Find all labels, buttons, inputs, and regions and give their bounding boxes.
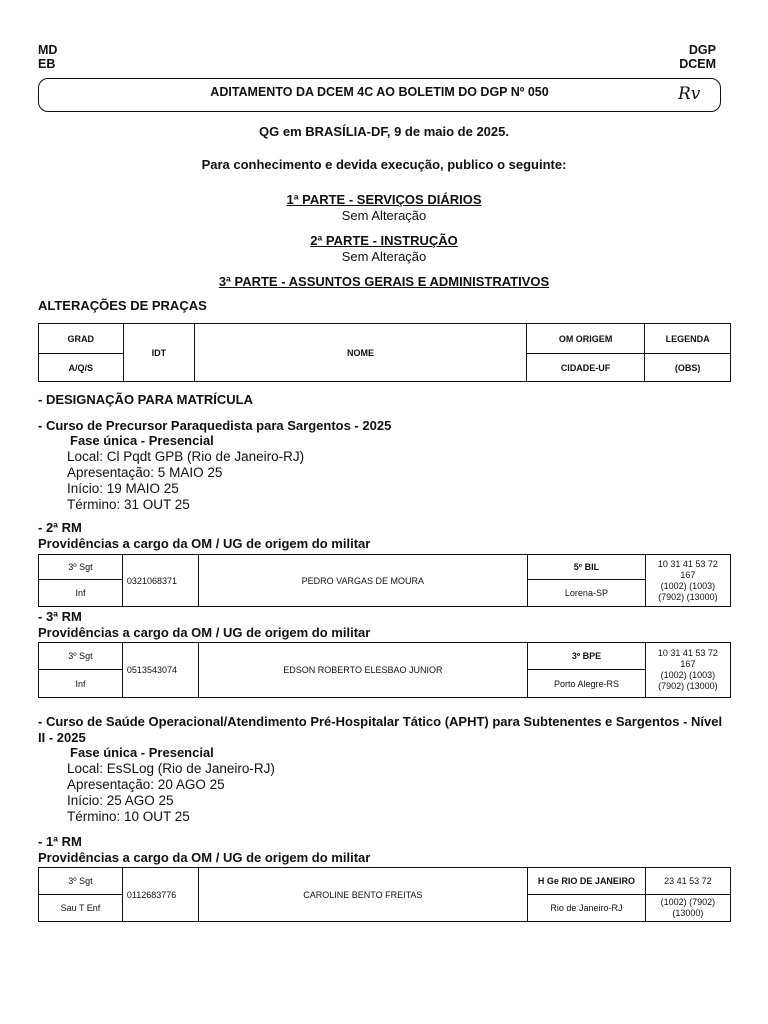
course1-apresentacao: Apresentação: 5 MAIO 25 (67, 465, 223, 480)
course2-termino: Término: 10 OUT 25 (67, 809, 190, 824)
cell-cidade: Lorena-SP (528, 580, 646, 607)
col-om-origem: OM ORIGEM (526, 324, 644, 354)
intro-text: Para conhecimento e devida execução, publico o seguinte: (201, 157, 567, 172)
course2-prov1: Providências a cargo da OM / UG de origem do militar (38, 850, 371, 865)
cell-aqs: Inf (39, 670, 123, 698)
designacao-heading: - DESIGNAÇÃO PARA MATRÍCULA (38, 392, 253, 407)
course1-inicio: Início: 19 MAIO 25 (67, 481, 179, 496)
course1-rm2: - 3ª RM (38, 609, 82, 624)
col-grad: GRAD (39, 324, 124, 354)
col-cidade-uf: CIDADE-UF (526, 354, 644, 382)
col-obs: (OBS) (645, 354, 731, 382)
header-eb: EB (38, 57, 56, 71)
cell-grad: 3º Sgt (39, 643, 123, 670)
legenda-line: (7902) (13000) (658, 591, 718, 602)
header-dgp: DGP (688, 43, 716, 57)
course2-inicio: Início: 25 AGO 25 (67, 793, 174, 808)
course2-rm1: - 1ª RM (38, 834, 82, 849)
course1-prov2: Providências a cargo da OM / UG de origem do militar (38, 625, 371, 640)
header-left (38, 43, 57, 71)
cell-grad: 3º Sgt (39, 555, 123, 580)
part2-text: Sem Alteração (341, 249, 427, 264)
header-right (679, 43, 716, 71)
legenda-line: 10 31 41 53 72 (657, 648, 718, 658)
cell-aqs: Inf (39, 580, 123, 607)
course2-fase: Fase única - Presencial (70, 745, 214, 760)
cell-om: 5º BIL (528, 555, 646, 580)
table-row (39, 555, 731, 580)
table-row (39, 868, 731, 895)
part1-title: 1ª PARTE - SERVIÇOS DIÁRIOS (286, 192, 482, 207)
initials-signature: Rv (678, 84, 701, 104)
legenda-line: (1002) (7902) (660, 897, 716, 907)
header-md: MD (38, 43, 58, 57)
cell-legenda (645, 643, 730, 698)
legend-header-table (38, 323, 731, 382)
cell-grad: 3º Sgt (39, 868, 123, 895)
cell-nome: CAROLINE BENTO FREITAS (198, 868, 527, 922)
cell-legenda-obs (645, 895, 730, 922)
legenda-line: 10 31 41 53 72 (657, 558, 718, 569)
cell-cidade: Porto Alegre-RS (528, 670, 646, 698)
cell-cidade: Rio de Janeiro-RJ (528, 895, 646, 922)
cell-nome: EDSON ROBERTO ELESBAO JUNIOR (198, 643, 528, 698)
course2-title-line2: II - 2025 (38, 730, 86, 745)
legenda-line: (7902) (13000) (658, 681, 718, 691)
cell-legenda (645, 555, 730, 607)
cell-idt: 0321068371 (122, 555, 198, 607)
legenda-line: (1002) (1003) (660, 670, 716, 680)
cell-om: H Ge RIO DE JANEIRO (528, 868, 646, 895)
legenda-line: (13000) (672, 908, 704, 918)
col-legenda: LEGENDA (645, 324, 731, 354)
legenda-line: 167 (680, 569, 696, 580)
course1-fase: Fase única - Presencial (70, 433, 214, 448)
part1-text: Sem Alteração (341, 208, 427, 223)
legenda-line: (1002) (1003) (660, 580, 716, 591)
course1-table-rm2 (38, 554, 731, 607)
cell-idt: 0112683776 (122, 868, 198, 922)
cell-aqs: Sau T Enf (39, 895, 123, 922)
course1-title: - Curso de Precursor Paraquedista para Sargentos - 2025 (38, 418, 392, 433)
course2-table-rm1 (38, 867, 731, 922)
table-row (39, 643, 731, 670)
course1-local: Local: Cl Pqdt GPB (Rio de Janeiro-RJ) (67, 449, 305, 464)
section-title: ALTERAÇÕES DE PRAÇAS (38, 298, 207, 313)
cell-nome: PEDRO VARGAS DE MOURA (198, 555, 528, 607)
course1-table-rm3 (38, 642, 731, 698)
course2-apresentacao: Apresentação: 20 AGO 25 (67, 777, 225, 792)
col-aqs: A/Q/S (39, 354, 124, 382)
cell-om: 3º BPE (528, 643, 646, 670)
col-idt: IDT (123, 324, 195, 382)
dateline: QG em BRASÍLIA-DF, 9 de maio de 2025. (259, 124, 509, 139)
col-nome: NOME (195, 324, 527, 382)
course1-prov1: Providências a cargo da OM / UG de origem do militar (38, 536, 371, 551)
part2-title: 2ª PARTE - INSTRUÇÃO (310, 233, 458, 248)
course1-rm1: - 2ª RM (38, 520, 82, 535)
part3-title: 3ª PARTE - ASSUNTOS GERAIS E ADMINISTRATIVOS (218, 274, 550, 289)
header-dcem: DCEM (679, 57, 716, 71)
course2-title-line1: - Curso de Saúde Operacional/Atendimento Pré-Hospitalar Tático (APHT) para Subtenentes e Sargentos - Nível (38, 714, 723, 729)
legenda-line: 167 (680, 659, 696, 669)
cell-idt: 0513543074 (122, 643, 198, 698)
course1-termino: Término: 31 OUT 25 (67, 497, 190, 512)
document-title: ADITAMENTO DA DCEM 4C AO BOLETIM DO DGP Nº 050 (210, 85, 549, 99)
course2-local: Local: EsSLog (Rio de Janeiro-RJ) (67, 761, 275, 776)
cell-legenda-codes: 23 41 53 72 (645, 868, 730, 895)
